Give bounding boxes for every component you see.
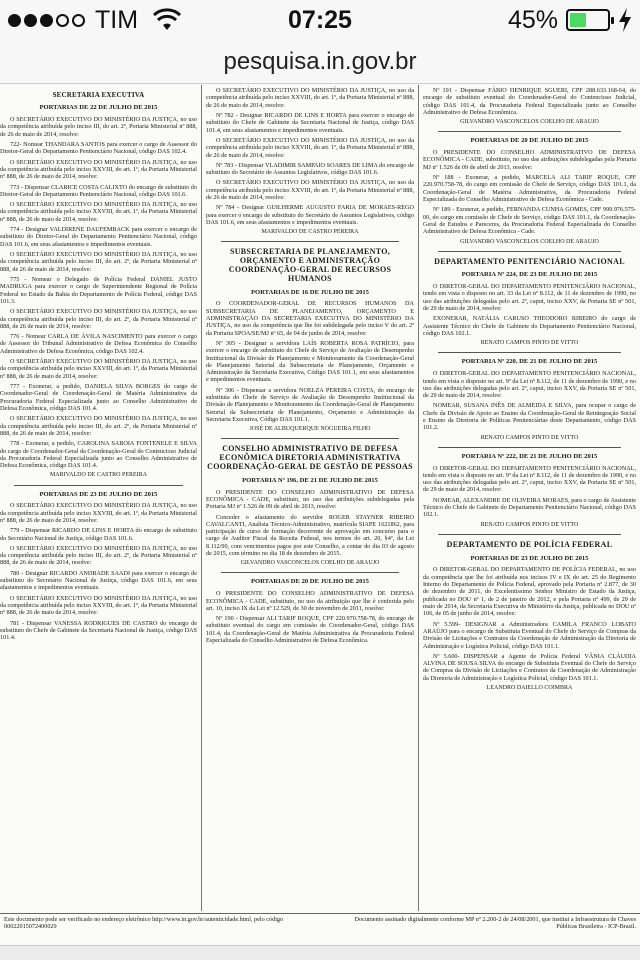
paragraph: O SECRETÁRIO EXECUTIVO DO MINISTÉRIO DA JUSTIÇA, no uso da competência atribuída pelo inciso III, do art. 2º, da Portaria Ministerial nº 888, de 26 de maio de 2014, resolve: bbox=[0, 308, 197, 330]
paragraph: O SECRETÁRIO EXECUTIVO DO MINISTÉRIO DA JUSTIÇA, no uso da competência atribuída pelo inciso XXVIII, do art. 1º, da Portaria Ministerial nº 888, de 26 de maio de 2014, resolve: bbox=[0, 158, 197, 181]
paragraph: 776 - Nomear CARLA DE ÁVILA NASCIMENTO para exercer o cargo de Assessor do Tribunal Administrativo de Defesa Econômica do Conselho Administrativo de Defesa Econômica, código DAS 102.4. bbox=[0, 333, 197, 355]
paragraph: O SECRETÁRIO EXECUTIVO DO MINISTÉRIO DA JUSTIÇA, no uso da competência atribuída pelo inciso III, do art. 2º, da Portaria Ministerial nº 888, de 26 de maio de 2014, resolve: bbox=[0, 544, 197, 567]
signal-dot bbox=[72, 14, 85, 27]
paragraph: O PRESIDENTE DO CONSELHO ADMINISTRATIVO DE DEFESA ECONÔMICA - CADE, substituto, no uso das atribuições subdelegadas pela Portaria MJ nº 1.526 de 09 de abril de 2013, resolve: bbox=[423, 149, 636, 171]
paragraph: 775 - Nomear o Delegado de Polícia Federal DANIEL JUSTO MADRUGA para exercer o cargo de Superintendente Regional de Polícia Federal no Estado da Bahia do Departamento de Polícia Federal, código DAS 101.3. bbox=[0, 275, 197, 305]
signature: LEANDRO DAIELLO COIMBRA bbox=[486, 685, 573, 692]
divider bbox=[438, 352, 621, 353]
clock: 07:25 bbox=[288, 5, 352, 34]
divider bbox=[14, 485, 183, 486]
paragraph: O SECRETÁRIO EXECUTIVO DO MINISTÉRIO DA JUSTIÇA, no uso da competência atribuída pelo inciso XXVIII, do art. 1º, da Portaria Ministerial nº 888, de 26 de maio de 2014, resolve: bbox=[0, 502, 197, 524]
paragraph: NOMEAR, SUSANA INÊS DE ALMEIDA E SILVA, para ocupar o cargo de Chefe da Divisão de Apoio ao Ensino da Coordenação-Geral de Reintegração Social e Ensino da Diretoria de Políticas Penitenciárias deste Departamento, código DAS 101.2. bbox=[423, 402, 636, 432]
battery-level bbox=[570, 13, 586, 27]
signature: RENATO CAMPOS PINTO DE VITTO bbox=[480, 521, 579, 528]
paragraph: 779 - Dispensar RICARDO DE LINS E HORTA do encargo de substituto do Secretário Nacional de Justiça, código DAS 101.6. bbox=[0, 527, 197, 542]
paragraph: O SECRETÁRIO EXECUTIVO DO MINISTÉRIO DA JUSTIÇA, no uso da competência atribuída pelo inciso III, do art. 2º, Portaria Ministerial nº 888, de 26 de maio de 2014, resolve: bbox=[0, 116, 197, 138]
paragraph: O DIRETOR-GERAL DO DEPARTAMENTO PENITENCIÁRIO NACIONAL, tendo em vista o disposto no art. 9º da Lei nº 8.112, de 11 de dezembro de 1990, e no uso das atribuições delegadas pelo art. 2º, caput, inciso XXV, da Portaria SE nº 501, de 29 de maio de 2014, resolve: bbox=[423, 370, 636, 400]
paragraph: O SECRETÁRIO EXECUTIVO DO MINISTÉRIO DA JUSTIÇA, no uso da competência atribuída pelo inciso XXVIII, do art. 1º, da Portaria Ministerial nº 888, de 26 de maio de 2014, resolve: bbox=[206, 87, 414, 109]
portaria-title: PORTARIAS DE 23 DE JULHO DE 2015 bbox=[39, 490, 158, 498]
paragraph: EXONERAR, NATÁLIA CARUSO THEODORO RIBEIRO do cargo de Assistente Técnico do Chefe de Gabinete do Departamento Penitenciário Nacional, código DAS 102.1. bbox=[423, 315, 636, 338]
signature: RENATO CAMPOS PINTO DE VITTO bbox=[480, 434, 579, 441]
paragraph: O SECRETÁRIO EXECUTIVO DO MINISTÉRIO DA JUSTIÇA, no uso da competência atribuída pelo inciso III, do art. 2º, da Portaria Ministerial nº 888, de 26 de maio de 2014, resolve: bbox=[0, 415, 197, 437]
paragraph: 773 - Dispensar CLARICE COSTA CALIXTO do encargo de substituto do Diretor-Geral do Departamento Penitenciário Nacional, código DAS 101.6. bbox=[0, 183, 197, 198]
footer-verification-text: Este documento pode ser verificado no endereço eletrônico http://www.in.gov.br/autenticidade.html, pelo código 00022015072400029 bbox=[4, 916, 284, 931]
column-3 bbox=[418, 85, 640, 911]
section-header: CONSELHO ADMINISTRATIVO DE DEFESA ECONÔMICA DIRETORIA ADMINISTRATIVA COORDENAÇÃO-GERAL DE GESTÃO DE PESSOAS bbox=[207, 444, 413, 472]
paragraph: O DIRETOR-GERAL DO DEPARTAMENTO PENITENCIÁRIO NACIONAL, tendo em vista o disposto no art. 33 da Lei nº 8.112, de 11 de dezembro de 1990, no uso das atribuições delegadas pelo art. 2º, caput, inciso XXV, da Portaria SE nº 501, de 29 de maio de 2014, resolve: bbox=[423, 283, 636, 313]
signature: GILVANDRO VASCONCELOS COELHO DE ARAUJO bbox=[460, 119, 599, 126]
paragraph: O PRESIDENTE DO CONSELHO ADMINISTRATIVO DE DEFESA ECONÔMICA - CADE, substituto, no uso das atribuições subdelegadas pela Portaria MJ nº 1.526 de 09 de abril de 2013, resolve: bbox=[206, 488, 414, 511]
paragraph: O SECRETÁRIO EXECUTIVO DO MINISTÉRIO DA JUSTIÇA, no uso da competência atribuída pelo inciso XXVIII, do art. 1º, da Portaria Ministerial nº 888, de 26 de maio de 2014, resolve: bbox=[206, 179, 414, 202]
battery-icon bbox=[566, 9, 610, 31]
divider bbox=[221, 438, 400, 439]
footer-signature-text: Documento assinado digitalmente conforme MP nº 2.200-2 de 24/08/2001, que institui a Infraestrutura de Chaves Públicas Brasileira - ICP-Brasil. bbox=[354, 916, 636, 931]
url-text[interactable]: pesquisa.in.gov.br bbox=[223, 47, 417, 75]
portaria-title: PORTARIA Nº 224, DE 23 DE JULHO DE 2015 bbox=[461, 271, 598, 279]
browser-toolbar bbox=[0, 945, 640, 960]
signature: GILVANDRO VASCONCELOS COELHO DE ARAUJO bbox=[240, 560, 380, 567]
paragraph: Nº 188 - Exonerar, a pedido, MARCELA ALI TARIF ROQUE, CPF 220.970.758-78, do cargo em comissão de Chefe de Serviço, código DAS 101.1, da Coordenação-Geral de Matéria Administrativa, da Procuradoria Federal Especializada do Conselho Administrativo de Defesa Econômica - Cade. bbox=[423, 174, 636, 203]
portaria-title: PORTARIA Nº 222, DE 21 DE JULHO DE 2015 bbox=[461, 452, 598, 460]
wifi-icon bbox=[152, 8, 182, 32]
paragraph: O COORDENADOR-GERAL DE RECURSOS HUMANOS DA SUBSECRETARIA DE PLANEJAMENTO, ORÇAMENTO E ADMINISTRAÇÃO DA SECRETARIA EXECUTIVA DO MINISTÉRIO DA JUSTIÇA, no uso da competência que lhe foi subdelegada pelo inciso V do art. 2º da Portaria SPOA/SE/MJ nº 65, de 04 de junho de 2014, resolve: bbox=[206, 300, 414, 337]
paragraph: Nº 782 - Designar RICARDO DE LINS E HORTA para exercer o encargo de substituto do Chefe de Gabinete da Secretaria Nacional de Justiça, código DAS 101.4, em seus afastamentos e impedimentos eventuais. bbox=[206, 111, 414, 134]
signal-strength-icon bbox=[8, 14, 85, 27]
portaria-title: PORTARIAS DE 20 DE JULHO DE 2015 bbox=[251, 578, 369, 586]
paragraph: 777 - Exonerar, a pedido, DANIELA SILVA BORGES do cargo de Coordenador-Geral de Coordenação-Geral de Matéria Administrativa da Procuradoria Federal Especializada junto ao Conselho Administrativo de Defesa Econômica, código DAS 101.4. bbox=[0, 383, 197, 412]
signal-dot bbox=[8, 14, 21, 27]
paragraph: Nº 5.600- DISPENSAR a Agente de Polícia Federal VÂNIA CLÁUDIA ALVINA DE SOUSA SILVA do encargo de Substituta Eventual do Chefe do Serviço de Compras da Divisão de Licitações e Contratos da Coordenação de Administração da Diretoria de Administração e Logística Policial, código DAS 101.1. bbox=[423, 652, 636, 682]
paragraph: Nº 5.599- DESIGNAR a Administradora CAMILA FRANCO LOBATO ARAÚJO para o encargo de Substituta Eventual do Chefe do Serviço de Compras da Divisão de Licitações e Contratos da Coordenação de Administração da Diretoria de Administração e Logística Policial, código DAS 101.1. bbox=[423, 620, 636, 650]
paragraph: Nº 189 - Exonerar, a pedido, FERNANDA CUNHA GOMES, CPF 999.976.575-00, do cargo em comissão de Chefe de Serviço, código DAS 101.1, da Coordenação-Geral de Estudos e Pareceres, da Procuradoria Federal Especializada do Conselho Administrativo de Defesa Econômica - Cade. bbox=[423, 206, 636, 236]
carrier-name: TIM bbox=[95, 5, 139, 34]
paragraph: Nº 190 - Dispensar ALI TARIF ROQUE, CPF 220.970.758-78, do encargo de substituto eventual do cargo em comissão de Coordenador-Geral, código DAS 101.4, da Coordenação-Geral de Matéria Administrativa da Procuradoria Federal Especializada do Conselho Administrativo de Defesa Econômica. bbox=[206, 615, 414, 645]
section-header: SECRETARIA EXECUTIVA bbox=[52, 91, 145, 99]
paragraph: Nº 191 - Dispensar FÁBIO HENRIQUE SGUERI, CPF 288.633.168-64, do encargo de substituto eventual do Coordenador-Geral do Contencioso Judicial, código DAS 101.4, da Procuradoria Federal Especializada junto ao Conselho Administrativo de Defesa Econômica. bbox=[423, 87, 636, 116]
paragraph: O PRESIDENTE DO CONSELHO ADMINISTRATIVO DE DEFESA ECONÔMICA - CADE, substituto, no uso da atribuição que lhe é conferida pelo art. 10, inciso IX da Lei nº 12.529, de 30 de novembro de 2011, resolve: bbox=[206, 590, 414, 612]
paragraph: Conceder o afastamento do servidor ROGER STAYNER RIBEIRO CAVALCANTI, Analista Técnico-Administrativo, matrícula SIAPE 1621862, para participação de curso de formação decorrente de aprovação em concurso para o cargo de Auditor Fiscal da Receita Federal, nos termos do art. 20, §4º, da Lei 8.112/90, com vencimentos pagos por este Conselho, a contar do dia 03 de agosto de 2015, com término no dia 18 de dezembro de 2015. bbox=[206, 513, 414, 558]
column-1 bbox=[0, 85, 201, 911]
address-bar[interactable] bbox=[0, 40, 640, 84]
document-page bbox=[0, 85, 640, 945]
portaria-title: PORTARIAS DE 20 DE JULHO DE 2015 bbox=[470, 137, 589, 145]
column-2 bbox=[201, 85, 418, 911]
divider bbox=[221, 241, 400, 242]
section-header: SUBSECRETARIA DE PLANEJAMENTO, ORÇAMENTO E ADMINISTRAÇÃO COORDENAÇÃO-GERAL DE RECURSOS HUMANOS bbox=[228, 247, 392, 283]
document-footer bbox=[0, 913, 640, 945]
divider bbox=[438, 447, 621, 448]
signature: RENATO CAMPOS PINTO DE VITTO bbox=[480, 340, 579, 347]
section-header: DEPARTAMENTO DE POLÍCIA FEDERAL bbox=[446, 539, 613, 549]
paragraph: 781 - Dispensar VANESSA RODRIGUES DE CASTRO do encargo de substituto do Chefe de Gabinete da Secretaria Nacional de Justiça, código DAS 101.4. bbox=[0, 619, 197, 642]
divider bbox=[438, 251, 621, 252]
divider bbox=[438, 131, 621, 132]
signature: GILVANDRO VASCONCELOS COELHO DE ARAUJO bbox=[460, 238, 599, 245]
signal-dot bbox=[56, 14, 69, 27]
paragraph: 774 - Designar VALDIRENE DAUFEMBACK para exercer o encargo de substituto do Diretor-Geral do Departamento Penitenciário Nacional, código DAS 101.6, em seus afastamentos e impedimentos eventuais. bbox=[0, 226, 197, 248]
paragraph: 780 - Designar RICARDO ANDRADE SAADI para exercer o encargo de substituto do Secretário Nacional de Justiça, código DAS 101.6, em seus afastamentos e impedimentos eventuais. bbox=[0, 569, 197, 592]
paragraph: Nº 784 - Designar GUILHERME AUGUSTO FARIA DE MORAES-REGO para exercer o encargo de substituto do Secretário de Assuntos Legislativos, código DAS 101.6, em seus afastamentos e impedimentos eventuais. bbox=[206, 204, 414, 226]
paragraph: O DIRETOR-GERAL DO DEPARTAMENTO DE POLÍCIA FEDERAL, no uso da competência que lhe foi atribuída nos incisos IV e IX do art. 25 do Regimento Interno do Departamento de Polícia Federal, aprovado pela Portaria nº 2.877, de 30 de dezembro de 2011, do Excelentíssimo Senhor Ministro de Estado da Justiça, publicada no DOU nº 1, de 2 de janeiro de 2012, e pela Portaria nº 499, de 29 de maio de 2014, da Secretaria Executiva do Ministério da Justiça, publicada no DOU nº 106, de 05 de junho de 2014, resolve: bbox=[423, 566, 636, 618]
paragraph: Nº 306 - Dispensar a servidora NOELZA PEREIRA COSTA, do encargo de substituta do Chefe de Serviço de Avaliação de Desempenho Institucional da Divisão de Planejamento e Monitoramento da Coordenação-Geral de Planejamento Setorial da Subsecretaria de Planejamento, Orçamento e Administração da Secretaria Executiva, Código DAS 101.1. bbox=[206, 386, 414, 424]
portaria-title: PORTARIA Nº 196, DE 21 DE JULHO DE 2015 bbox=[242, 476, 378, 484]
portaria-title: PORTARIAS DE 23 DE JULHO DE 2015 bbox=[470, 554, 589, 562]
portaria-title: PORTARIA Nº 220, DE 21 DE JULHO DE 2015 bbox=[461, 358, 598, 366]
paragraph: O SECRETÁRIO EXECUTIVO DO MINISTÉRIO DA JUSTIÇA, no uso da competência atribuída pelo inciso III, do art. 2º, da Portaria Ministerial nº 888, de 26 de maio de 2014, resolve: bbox=[0, 251, 197, 273]
signature: MARIVALDO DE CASTRO PEREIRA bbox=[49, 472, 148, 479]
status-bar bbox=[0, 0, 640, 40]
portaria-title: PORTARIAS DE 22 DE JULHO DE 2015 bbox=[39, 104, 158, 112]
paragraph: NOMEAR, ALEXANDRE DE OLIVEIRA MORAES, para o cargo de Assistente Técnico do Chefe de Gabinete do Departamento Penitenciário Nacional, código DAS 102.1. bbox=[423, 496, 636, 519]
battery-percent: 45% bbox=[507, 5, 558, 34]
signature: MARIVALDO DE CASTRO PEREIRA bbox=[261, 229, 359, 236]
signal-dot bbox=[24, 14, 37, 27]
paragraph: O SECRETÁRIO EXECUTIVO DO MINISTÉRIO DA JUSTIÇA, no uso da competência atribuída pelo inciso XXVIII, do art. 1º, da Portaria Ministerial nº 888, de 26 de maio de 2014, resolve: bbox=[0, 358, 197, 380]
paragraph: 722- Nomear THANDARA SANTOS para exercer o cargo de Assessor do Diretor-Geral do Departamento Penitenciário Nacional, código DAS 102.4. bbox=[0, 140, 197, 156]
paragraph: 778 - Exonerar, a pedido, CAROLINA SABOIA FONTENELE E SILVA do cargo de Coordenador-Geral da Coordenação-Geral do Contencioso Judicial da Procuradoria Federal Especializada junto ao Conselho Administrativo de Defesa Econômica, código DAS 101.4. bbox=[0, 440, 197, 470]
paragraph: O SECRETÁRIO EXECUTIVO DO MINISTÉRIO DA JUSTIÇA, no uso da competência atribuída pelo inciso XXVIII, do art. 1º, da Portaria Ministerial nº 888, de 26 de maio de 2014, resolve: bbox=[0, 201, 197, 223]
portaria-title: PORTARIAS DE 16 DE JULHO DE 2015 bbox=[251, 288, 369, 296]
paragraph: O DIRETOR-GERAL DO DEPARTAMENTO PENITENCIÁRIO NACIONAL, tendo em vista o disposto no art. 9º da Lei nº 8.112, de 11 de dezembro de 1990, e no uso das atribuições delegadas pelo art. 2º, caput, inciso XXV, da Portaria SE nº 501, de 29 de maio de 2014, resolve: bbox=[423, 464, 636, 494]
signature: JOSÉ DE ALBUQUERQUE NOGUEIRA FILHO bbox=[249, 426, 371, 433]
divider bbox=[221, 572, 400, 573]
paragraph: Nº 783 - Dispensar VLADIMIR SAMPAIO SOARES DE LIMA do encargo de substituto do Secretário de Assuntos Legislativos, código DAS 101.6. bbox=[206, 161, 414, 177]
paragraph: Nº 305 - Designar a servidora LAÍS ROBERTA ROSA PATRÍCIO, para exercer o encargo de substituto do Chefe de Serviço de Avaliação de Desempenho Institucional da Divisão de Planejamento e Monitoramento da Coordenação-Geral de Planejamento Setorial da Subsecretaria de Planejamento, Orçamento e Administração da Secretaria Executiva, Código DAS 101.1, em seus afastamentos e impedimentos eventuais. bbox=[206, 339, 414, 384]
paragraph: O SECRETÁRIO EXECUTIVO DO MINISTÉRIO DA JUSTIÇA, no uso da competência atribuída pelo inciso XXVIII, do art. 1º, da Portaria Ministerial nº 888, de 26 de maio de 2014, resolve: bbox=[0, 594, 197, 617]
divider bbox=[438, 534, 621, 535]
section-header: DEPARTAMENTO PENITENCIÁRIO NACIONAL bbox=[434, 256, 625, 266]
charging-bolt-icon bbox=[618, 8, 632, 32]
paragraph: O SECRETÁRIO EXECUTIVO DO MINISTÉRIO DA JUSTIÇA, no uso da competência atribuída pelo inciso XXVIII, do art. 1º, da Portaria Ministerial nº 888, de 26 de maio de 2014, resolve: bbox=[206, 136, 414, 159]
signal-dot bbox=[40, 14, 53, 27]
